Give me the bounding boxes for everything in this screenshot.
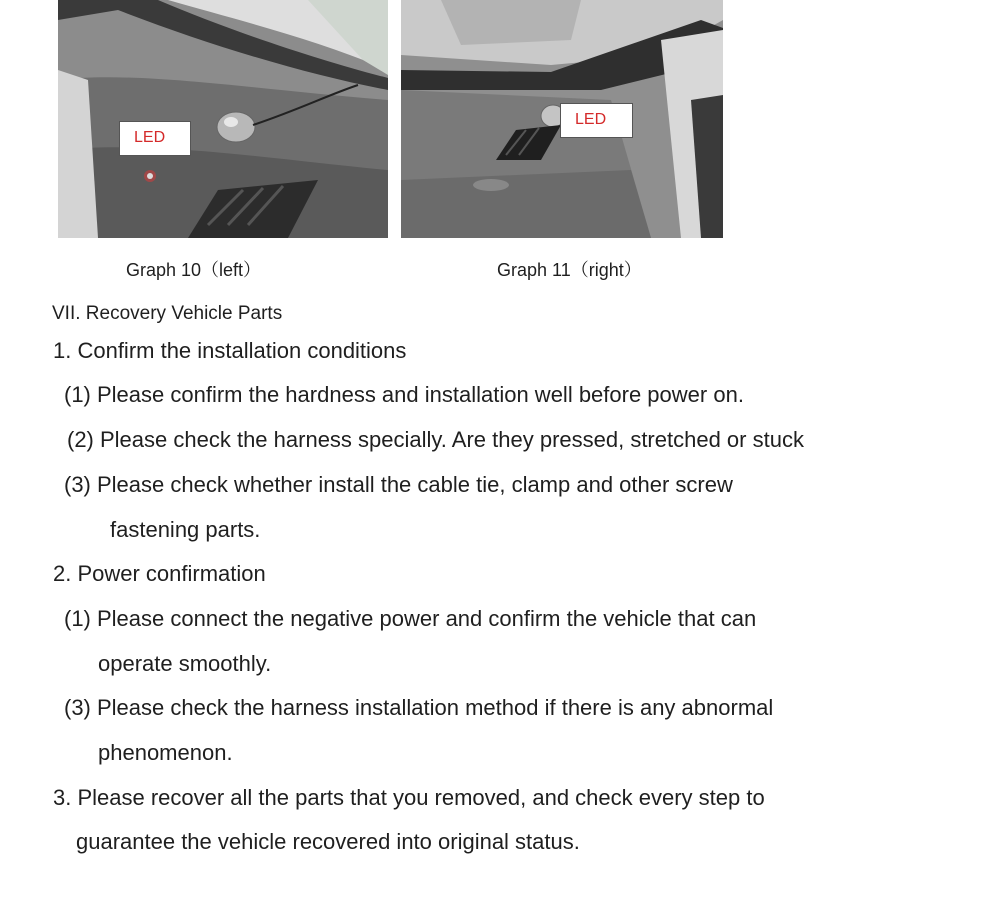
step-2-1-line2: operate smoothly. (98, 651, 272, 676)
photo-graph-11-right (401, 0, 723, 238)
dashboard-left-image (58, 0, 388, 238)
step-1-2: (2) Please check the harness specially. Are they pressed, stretched or stuck (67, 427, 804, 452)
step-3-line2: guarantee the vehicle recovered into original status. (76, 829, 580, 854)
led-callout-left: LED (119, 121, 191, 156)
section-title: VII. Recovery Vehicle Parts (52, 303, 283, 324)
photo-graph-10-left (58, 0, 388, 238)
caption-graph-10: Graph 10（left） (126, 260, 262, 280)
step-2-3-line2: phenomenon. (98, 740, 233, 765)
led-callout-right: LED (560, 103, 633, 138)
step-2-heading: 2. Power confirmation (53, 561, 266, 586)
step-3-line1: 3. Please recover all the parts that you removed, and check every step to (53, 785, 765, 810)
step-2-3-line1: (3) Please check the harness installation method if there is any abnormal (64, 695, 774, 720)
caption-graph-11: Graph 11（right） (497, 260, 642, 280)
step-1-1: (1) Please confirm the hardness and installation well before power on. (64, 382, 744, 407)
step-2-1-line1: (1) Please connect the negative power and confirm the vehicle that can (64, 606, 757, 631)
step-1-3-line2: fastening parts. (110, 517, 261, 542)
step-1-3-line1: (3) Please check whether install the cable tie, clamp and other screw (64, 472, 733, 497)
step-1-heading: 1. Confirm the installation conditions (53, 338, 407, 363)
